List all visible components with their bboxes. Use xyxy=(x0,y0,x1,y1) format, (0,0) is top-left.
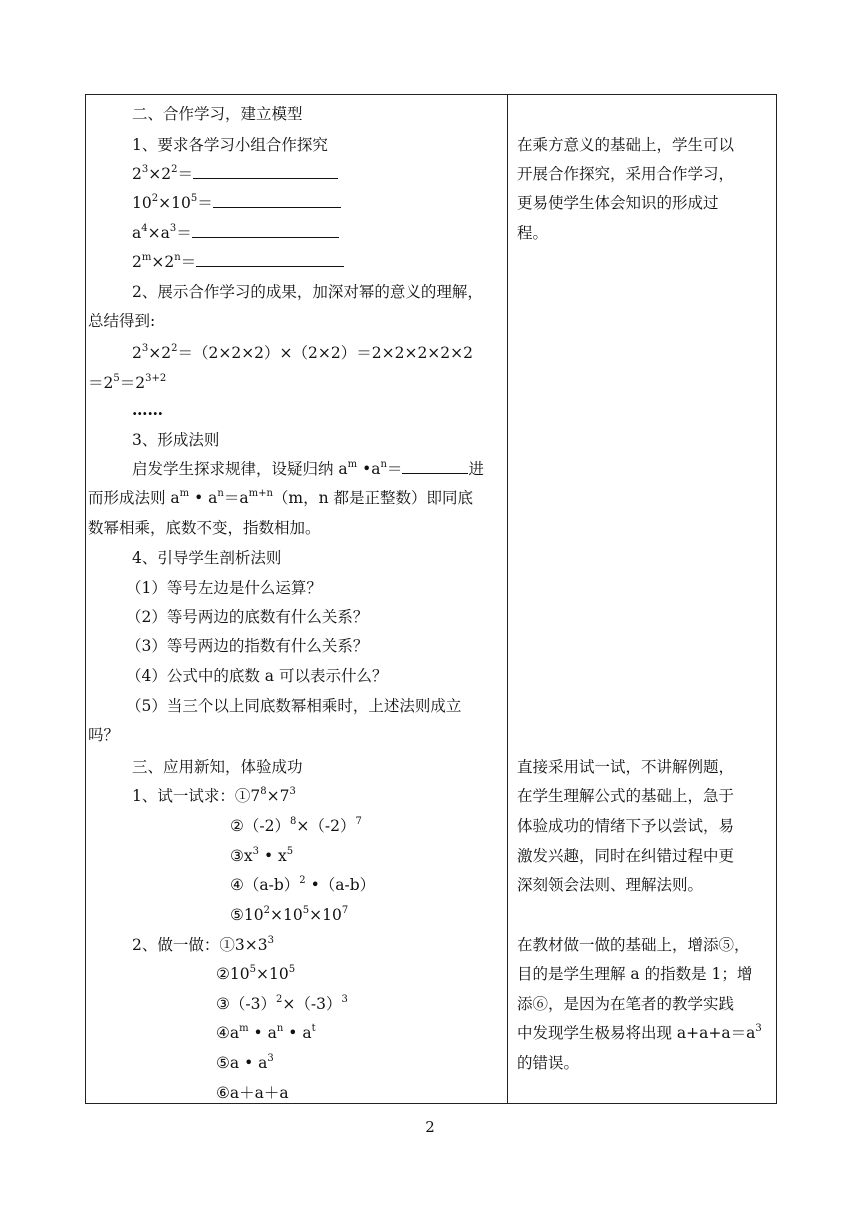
item3: 3、形成法则 xyxy=(132,431,220,449)
lesson-table xyxy=(85,94,777,1104)
note3-line1: 在教材做一做的基础上，增添⑤， xyxy=(517,936,750,954)
question-1: （1）等号左边是什么运算？ xyxy=(126,579,322,597)
do-1: 2、做一做：$①3\times 3^3$ xyxy=(132,934,274,954)
rule-line3: 数幂相乘，底数不变，指数相加。 xyxy=(88,519,321,537)
question-4: （4）公式中的底数 a 可以表示什么？ xyxy=(126,667,388,685)
try-5: $⑤10^2\times 10^5\times 10^7$ xyxy=(230,904,349,924)
exercise-3: $a^4\times a^3=$ xyxy=(132,223,339,243)
rule-line1: 启发学生探求规律，设疑归纳 $a^m$ $•a^n=$ 进 xyxy=(132,458,484,478)
note2-line5: 深刻领会法则、理解法则。 xyxy=(517,876,704,894)
note1-line1: 在乘方意义的基础上，学生可以 xyxy=(517,136,735,154)
exercise-4: $2^m\times 2^n=$ xyxy=(132,252,344,272)
exercise-1: $2^3\times 2^2=$ xyxy=(132,164,338,184)
item1: 1、要求各学习小组合作探究 xyxy=(132,136,328,154)
note3-line4: 中发现学生极易将出现 $a+a+a=a^3$ xyxy=(517,1022,762,1042)
calc-line1: $2^3\times 2^2=(2\times 2\times 2)\times(2\times 2)=2\times 2\times 2\times 2\times 2$ xyxy=(132,342,473,362)
item2-line2: 总结得到: xyxy=(88,312,156,330)
answer-blank[interactable] xyxy=(193,164,338,179)
note3-line2: 目的是学生理解 a 的指数是 1；增 xyxy=(517,965,753,983)
question-3: （3）等号两边的指数有什么关系？ xyxy=(126,637,369,655)
item4: 4、引导学生剖析法则 xyxy=(132,549,282,567)
question-5-line2: 吗？ xyxy=(88,726,120,744)
note2-line4: 激发兴趣，同时在纠错过程中更 xyxy=(517,847,735,865)
do-5: ⑤a • $a^3$ xyxy=(216,1052,274,1072)
do-6: ⑥a＋a＋a xyxy=(216,1084,289,1102)
do-3: $③(-3)^2\times(-3)^3$ xyxy=(216,993,348,1013)
question-5-line1: （5）当三个以上同底数幂相乘时，上述法则成立 xyxy=(126,697,462,715)
rule-line2: 而形成法则 $a^m$ • $a^n=a^{m+n}(m$，n 都是正整数）即同底 xyxy=(88,487,474,507)
note3-line5: 的错误。 xyxy=(517,1054,580,1072)
page-number: 2 xyxy=(425,1118,435,1136)
note2-line3: 体验成功的情绪下予以尝试，易 xyxy=(517,817,735,835)
section3-title: 三、应用新知，体验成功 xyxy=(132,758,303,776)
try-3: $③x^3$ • $x^5$ xyxy=(230,845,294,865)
note1-line4: 程。 xyxy=(517,224,549,242)
note2-line1: 直接采用试一试，不讲解例题， xyxy=(517,758,735,776)
try-2: $②(-2)^8\times(-2)^7$ xyxy=(230,815,362,835)
answer-blank[interactable] xyxy=(196,252,344,267)
section2-title: 二、合作学习，建立模型 xyxy=(132,105,303,123)
answer-blank[interactable] xyxy=(402,459,468,474)
ellipsis: …… xyxy=(132,400,163,419)
item2-line1: 2、展示合作学习的成果，加深对幂的意义的理解， xyxy=(132,283,483,301)
note1-line3: 更易使学生体会知识的形成过 xyxy=(517,194,719,212)
exercise-2: $10^2\times 10^5=$ xyxy=(132,193,341,213)
try-4: $④(a-b)^2$ •（a-b） xyxy=(230,874,376,894)
answer-blank[interactable] xyxy=(192,223,339,238)
calc-line2: $=2^5=2^{3+2}$ xyxy=(88,372,167,392)
note1-line2: 开展合作探究，采用合作学习， xyxy=(517,165,735,183)
question-2: （2）等号两边的底数有什么关系？ xyxy=(126,608,369,626)
do-2: $②10^5\times 10^5$ xyxy=(216,963,296,983)
answer-blank[interactable] xyxy=(213,193,341,208)
note2-line2: 在学生理解公式的基础上，急于 xyxy=(517,787,735,805)
try-1: 1、试一试求：$①7^8\times 7^3$ xyxy=(132,785,296,805)
column-divider xyxy=(507,95,508,1103)
note3-line3: 添⑥，是因为在笔者的教学实践 xyxy=(517,995,735,1013)
do-4: $④a^m$ • $a^n$ • $a^t$ xyxy=(216,1022,316,1042)
